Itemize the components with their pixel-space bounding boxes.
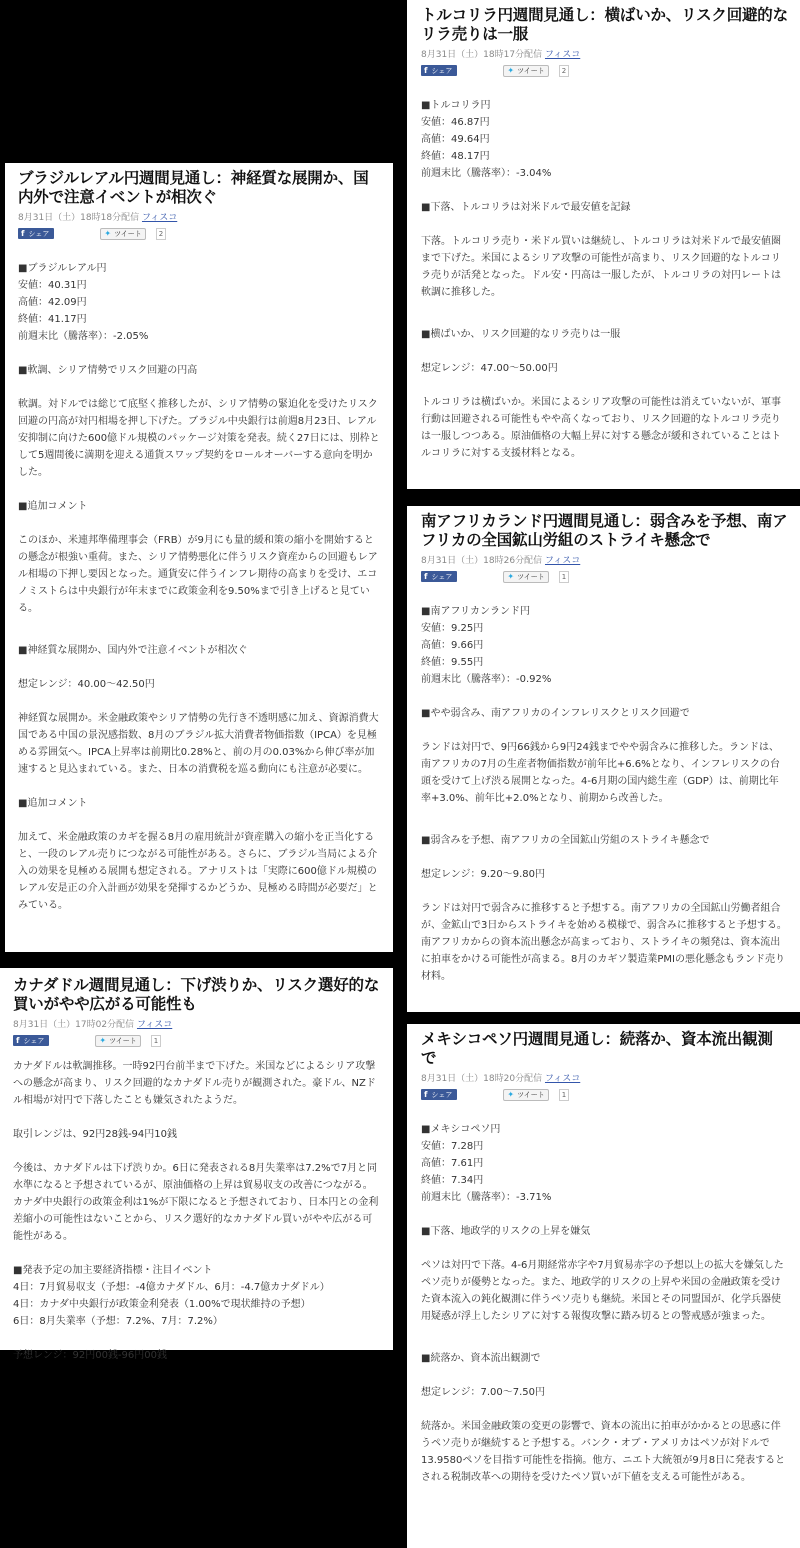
high-price: 高値：49.64円	[421, 134, 490, 145]
high-price: 高値：9.66円	[421, 640, 484, 651]
article-title: ブラジルレアル円週間見通し：神経質な展開か、国内外で注意イベントが相次ぐ	[18, 169, 369, 206]
facebook-share-button[interactable]: f シェア	[18, 228, 54, 239]
source-link[interactable]: フィスコ	[544, 50, 581, 60]
paragraph: ランドは対円で、9円66銭から9円24銭までやや弱含みに推移した。ランドは、南アフリカの7月の生産者物価指数が前年比+6.6%となり、インフレリスクの台頭を受けて上げ渋る展開となった。4-6月期の国内総生産（GDP）は、前期比年率+3.0%、前年比+2.0%となり、前期から改善した。	[421, 742, 781, 804]
section-heading: ■ブラジルレアル円	[18, 263, 107, 274]
tweet-count: 1	[559, 571, 569, 583]
facebook-icon: f	[424, 572, 428, 581]
twitter-icon: ✦	[507, 1090, 515, 1099]
article-brl	[5, 163, 393, 952]
facebook-share-button[interactable]: f シェア	[421, 571, 457, 582]
article-body	[421, 603, 788, 985]
article-meta	[13, 1017, 381, 1030]
source-link[interactable]: フィスコ	[544, 556, 581, 566]
paragraph: ペソは対円で下落。4-6月期経常赤字や7月貿易赤字の予想以上の拡大を嫌気したペソ売りが優勢となった。また、地政学的リスクの上昇や米国の金融政策を受けた資本流入の鈍化観測に伴うペソ売りも継続。米国とその同盟国が、化学兵器使用疑惑が浮上したシリアに対する報復攻撃に踏み切るとの警戒感が強まった。	[421, 1260, 784, 1322]
twitter-icon: ✦	[507, 572, 515, 581]
section-heading: ■南アフリカンランド円	[421, 606, 530, 617]
weekly-change: 前週末比（騰落率）：-0.92%	[421, 674, 552, 685]
paragraph: 今後は、カナダドルは下げ渋りか。6日に発表される8月失業率は7.2%で7月と同水準になると予想されているが、原油価格の上昇は貿易収支の改善につながる。カナダ中央銀行の政策金利は1%が下限になると予想されており、日本円との金利差縮小の可能性はないことから、リスク選好的なカナダドル買いがやや広がる可能性がある。	[13, 1163, 379, 1242]
range: 想定レンジ：9.20～9.80円	[421, 869, 546, 880]
article-body	[421, 97, 788, 462]
low-price: 安値：7.28円	[421, 1141, 484, 1152]
facebook-share-button[interactable]: f シェア	[13, 1035, 49, 1046]
paragraph: ランドは対円で弱含みに推移すると予想する。南アフリカの全国鉱山労働者組合が、金鉱山で3日からストライキを始める模様で、弱含みに推移すると予想する。南アフリカからの資本流出懸念が高まっており、ストライキの頻発は、資本流出に拍車をかける可能性が高まる。8月のカギソ製造業PMIの悪化懸念もランド売り材料。	[421, 903, 787, 982]
paragraph: トルコリラは横ばいか。米国によるシリア攻撃の可能性は消えていないが、軍事行動は回避される可能性もやや高くなっており、リスク回避的なトルコリラ売りは一服しつつある。原油価格の大幅上昇に対する懸念が緩和されていることはトルコリラに対する支援材料となる。	[421, 397, 781, 459]
low-price: 安値：40.31円	[18, 280, 87, 291]
facebook-icon: f	[16, 1036, 20, 1045]
section-heading: ■下落、地政学的リスクの上昇を嫌気	[421, 1226, 591, 1237]
tweet-button[interactable]: ✦ ツイート	[95, 1035, 140, 1047]
article-meta	[421, 553, 788, 566]
weekly-change: 前週末比（騰落率）：-2.05%	[18, 331, 149, 342]
share-bar	[421, 64, 788, 77]
range: 想定レンジ：47.00～50.00円	[421, 363, 558, 374]
trading-range: 取引レンジは、92円28銭-94円10銭	[13, 1129, 178, 1140]
facebook-icon: f	[424, 1090, 428, 1099]
article-title: カナダドル週間見通し：下げ渋りか、リスク選好的な買いがやや広がる可能性も	[13, 976, 380, 1013]
paragraph: 下落。トルコリラ売り・米ドル買いは継続し、トルコリラは対米ドルで最安値圏まで下げた。米国によるシリア攻撃の可能性が高まり、リスク回避的なトルコリラ売りが活発となった。ドル安・円高は一服したが、トルコリラの対円レートは軟調に推移した。	[421, 236, 781, 298]
section-heading: ■神経質な展開か、国内外で注意イベントが相次ぐ	[18, 645, 248, 656]
section-heading: ■メキシコペソ円	[421, 1124, 501, 1135]
tweet-count: 2	[559, 65, 569, 77]
paragraph: 加えて、米金融政策のカギを握る8月の雇用統計が資産購入の縮小を正当化すると、一段のレアル売りにつながる可能性がある。さらに、ブラジル当局による介入の効果を見極める展開も想定される。アナリストは「実際に600億ドル規模のレアル安是正の介入計画が効果を発揮するかどうか、見極める時間が必要だ」とみている。	[18, 832, 378, 911]
section-heading: ■追加コメント	[18, 501, 88, 512]
article-mxn	[407, 1024, 800, 1548]
tweet-count: 1	[151, 1035, 161, 1047]
article-meta	[18, 210, 381, 223]
article-body	[18, 260, 381, 914]
event-item: 6日：8月失業率（予想：7.2%、7月：7.2%）	[13, 1316, 223, 1327]
close-price: 終値：7.34円	[421, 1175, 484, 1186]
article-try	[407, 0, 800, 489]
article-cad	[0, 968, 393, 1361]
twitter-icon: ✦	[507, 66, 515, 75]
section-heading: ■追加コメント	[18, 798, 88, 809]
high-price: 高値：7.61円	[421, 1158, 484, 1169]
low-price: 安値：9.25円	[421, 623, 484, 634]
twitter-icon: ✦	[104, 229, 112, 238]
paragraph: カナダドルは軟調推移。一時92円台前半まで下げた。米国などによるシリア攻撃への懸念が高まり、リスク回避的なカナダドル売りが観測された。豪ドル、NZドル相場が対円で下落したことも嫌気されたようだ。	[13, 1061, 376, 1106]
section-heading: ■下落、トルコリラは対米ドルで最安値を記録	[421, 202, 631, 213]
close-price: 終値：41.17円	[18, 314, 87, 325]
share-bar	[421, 570, 788, 583]
article-date: 8月31日（土）18時26分配信	[421, 556, 543, 566]
tweet-count: 1	[559, 1089, 569, 1101]
range: 予想レンジ：92円00銭-96円00銭	[13, 1350, 168, 1361]
article-body	[421, 1121, 788, 1486]
section-heading: ■やや弱含み、南アフリカのインフレリスクとリスク回避で	[421, 708, 690, 719]
weekly-change: 前週末比（騰落率）：-3.04%	[421, 168, 552, 179]
section-heading: ■軟調、シリア情勢でリスク回避の円高	[18, 365, 198, 376]
article-title: 南アフリカランド円週間見通し：弱含みを予想、南アフリカの全国鉱山労組のストライキ懸念で	[421, 512, 788, 549]
weekly-change: 前週末比（騰落率）：-3.71%	[421, 1192, 552, 1203]
article-date: 8月31日（土）18時17分配信	[421, 50, 543, 60]
share-bar	[18, 227, 381, 240]
article-meta	[421, 47, 788, 60]
section-heading: ■横ばいか、リスク回避的なリラ売りは一服	[421, 329, 621, 340]
facebook-icon: f	[21, 229, 25, 238]
article-zar	[407, 506, 800, 1012]
share-bar	[421, 1088, 788, 1101]
facebook-share-button[interactable]: f シェア	[421, 1089, 457, 1100]
section-heading: ■発表予定の加主要経済指標・注目イベント	[13, 1265, 213, 1276]
event-item: 4日：7月貿易収支（予想：-4億カナダドル、6月：-4.7億カナダドル）	[13, 1282, 330, 1293]
paragraph: このほか、米連邦準備理事会（FRB）が9月にも量的緩和策の縮小を開始するとの懸念が根強い重荷。また、シリア情勢悪化に伴うリスク資産からの回避もレアル相場の下押し要因となった。通貨安に伴うインフレ期待の高まりを受け、エコノミストらは中央銀行が年末までに政策金利を9.50%まで引き上げると見ている。	[18, 535, 378, 614]
close-price: 終値：9.55円	[421, 657, 484, 668]
tweet-button[interactable]: ✦ ツイート	[503, 65, 548, 77]
article-body	[13, 1058, 381, 1364]
share-bar	[13, 1034, 381, 1047]
article-date: 8月31日（土）18時18分配信	[18, 213, 140, 223]
low-price: 安値：46.87円	[421, 117, 490, 128]
facebook-share-button[interactable]: f シェア	[421, 65, 457, 76]
section-heading: ■トルコリラ円	[421, 100, 491, 111]
paragraph: 神経質な展開か。米金融政策やシリア情勢の先行き不透明感に加え、資源消費大国である中国の景況感指数、8月のブラジル拡大消費者物価指数（IPCA）を見極める雰囲気へ。IPCA上昇率は前期比0.28%と、前の月の0.03%から伸び率が加速すると見込まれている。また、日本の消費税を巡る動向にも注意が必要に。	[18, 713, 379, 775]
source-link[interactable]: フィスコ	[544, 1074, 581, 1084]
section-heading: ■弱含みを予想、南アフリカの全国鉱山労組のストライキ懸念で	[421, 835, 710, 846]
article-meta	[421, 1071, 788, 1084]
high-price: 高値：42.09円	[18, 297, 87, 308]
article-date: 8月31日（土）17時02分配信	[13, 1020, 135, 1030]
article-title: メキシコペソ円週間見通し：続落か、資本流出観測で	[421, 1030, 773, 1067]
tweet-button[interactable]: ✦ ツイート	[503, 1089, 548, 1101]
tweet-count: 2	[156, 228, 166, 240]
source-link[interactable]: フィスコ	[141, 213, 178, 223]
source-link[interactable]: フィスコ	[136, 1020, 173, 1030]
facebook-icon: f	[424, 66, 428, 75]
range: 想定レンジ：7.00～7.50円	[421, 1387, 546, 1398]
article-title: トルコリラ円週間見通し：横ばいか、リスク回避的なリラ売りは一服	[421, 6, 788, 43]
range: 想定レンジ：40.00～42.50円	[18, 679, 155, 690]
twitter-icon: ✦	[99, 1036, 107, 1045]
article-date: 8月31日（土）18時20分配信	[421, 1074, 543, 1084]
section-heading: ■続落か、資本流出観測で	[421, 1353, 541, 1364]
tweet-button[interactable]: ✦ ツイート	[100, 228, 145, 240]
tweet-button[interactable]: ✦ ツイート	[503, 571, 548, 583]
close-price: 終値：48.17円	[421, 151, 490, 162]
paragraph: 続落か。米国金融政策の変更の影響で、資本の流出に拍車がかかるとの思惑に伴うペソ売りが継続すると予想する。バンク・オブ・アメリカはペソが対ドルで13.9580ペソを目指す可能性を指摘。他方、ニエト大統領が9月8日に発表するとされる税制改革への期待を受けたペソ買いが下値を支える可能性がある。	[421, 1421, 786, 1483]
paragraph: 軟調。対ドルでは総じて底堅く推移したが、シリア情勢の緊迫化を受けたリスク回避の円高が対円相場を押し下げた。ブラジル中央銀行は前週8月23日、レアル安抑制に向けた600億ドル規模のパッケージ対策を発表。続く27日には、別枠として5週間後に満期を迎える通貨スワップ契約をロールオーバーする意向を明かした。	[18, 399, 380, 478]
event-item: 4日：カナダ中央銀行が政策金利発表（1.00%で現状維持の予想）	[13, 1299, 311, 1310]
